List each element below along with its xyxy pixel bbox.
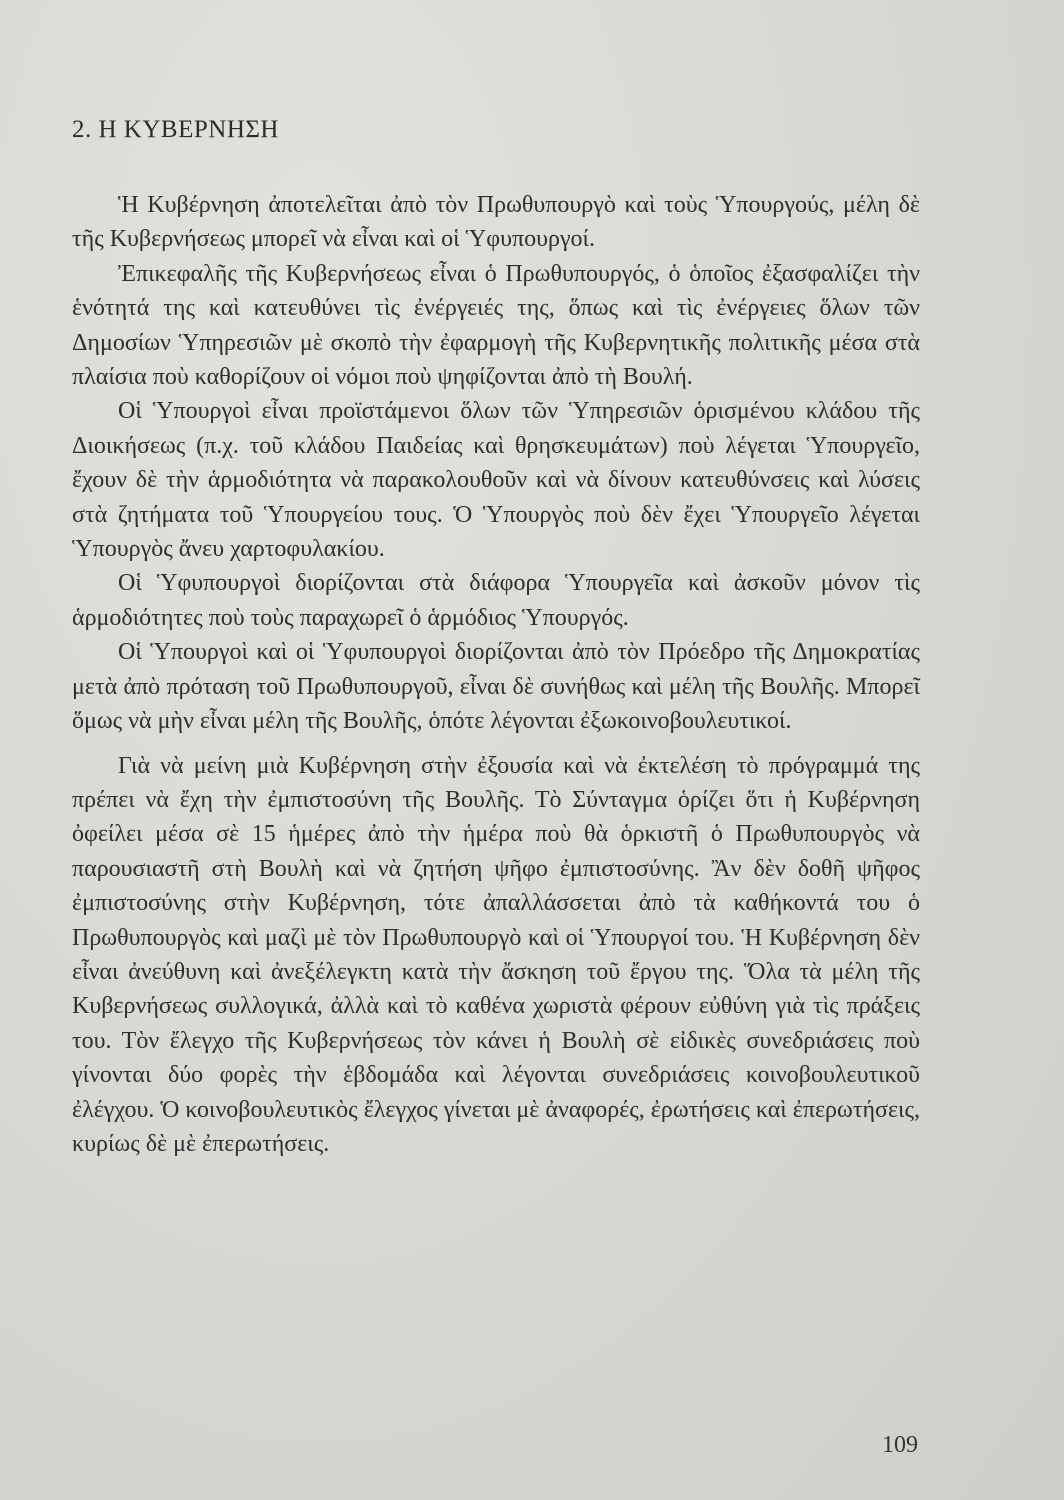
- paragraph-2: Ἐπικεφαλῆς τῆς Κυβερνήσεως εἶναι ὁ Πρωθυπουργός, ὁ ὁποῖος ἐξασφαλίζει τὴν ἑνότητά της καὶ κατευθύνει τὶς ἐνέργειές της, ὅπως καὶ τὶς ἐνέργειες ὅλων τῶν Δημοσίων Ὑπηρεσιῶν μὲ σκοπὸ τὴν ἐφαρμογὴ τῆς Κυβερνητικῆς πολιτικῆς μέσα στὰ πλαίσια ποὺ καθορίζουν οἱ νόμοι ποὺ ψηφίζονται ἀπὸ τὴ Βουλή.: [72, 260, 920, 391]
- paragraph-3: Οἱ Ὑπουργοὶ εἶναι προϊστάμενοι ὅλων τῶν Ὑπηρεσιῶν ὁρισμένου κλάδου τῆς Διοικήσεως (π.χ. τοῦ κλάδου Παιδείας καὶ θρησκευμάτων) ποὺ λέγεται Ὑπουργεῖο, ἔχουν δὲ τὴν ἁρμοδιότητα νὰ παρακολουθοῦν καὶ νὰ δίνουν κατευθύνσεις καὶ λύσεις στὰ ζητήματα τοῦ Ὑπουργείου τους. Ὁ Ὑπουργὸς ποὺ δὲν ἔχει Ὑπουργεῖο λέγεται Ὑπουργὸς ἄνευ χαρτοφυλακίου.: [72, 398, 920, 563]
- page-number: 109: [882, 1432, 918, 1458]
- paragraph-4: Οἱ Ὑφυπουργοὶ διορίζονται στὰ διάφορα Ὑπουργεῖα καὶ ἀσκοῦν μόνον τὶς ἁρμοδιότητες ποὺ τοὺς παραχωρεῖ ὁ ἁρμόδιος Ὑπουργός.: [72, 570, 920, 631]
- body-text: [72, 188, 920, 1161]
- section-heading: 2. Η ΚΥΒΕΡΝΗΣΗ: [72, 116, 279, 143]
- paragraph-1: Ἡ Κυβέρνηση ἀποτελεῖται ἀπὸ τὸν Πρωθυπουργὸ καὶ τοὺς Ὑπουργούς, μέλη δὲ τῆς Κυβερνήσεως μπορεῖ νὰ εἶναι καὶ οἱ Ὑφυπουργοί.: [72, 192, 920, 253]
- paragraph-6: Γιὰ νὰ μείνη μιὰ Κυβέρνηση στὴν ἐξουσία καὶ νὰ ἐκτελέση τὸ πρόγραμμά της πρέπει νὰ ἔχη τὴν ἐμπιστοσύνη τῆς Βουλῆς. Τὸ Σύνταγμα ὁρίζει ὅτι ἡ Κυβέρνηση ὀφείλει μέσα σὲ 15 ἡμέρες ἀπὸ τὴν ἡμέρα ποὺ θὰ ὁρκιστῆ ὁ Πρωθυπουργὸς νὰ παρουσιαστῆ στὴ Βουλὴ καὶ νὰ ζητήση ψῆφο ἐμπιστοσύνης. Ἂν δὲν δοθῆ ψῆφος ἐμπιστοσύνης στὴν Κυβέρνηση, τότε ἀπαλλάσσεται ἀπὸ τὰ καθήκοντά του ὁ Πρωθυπουργὸς καὶ μαζὶ μὲ τὸν Πρωθυπουργὸ καὶ οἱ Ὑπουργοί του. Ἡ Κυβέρνηση δὲν εἶναι ἀνεύθυνη καὶ ἀνεξέλεγκτη κατὰ τὴν ἄσκηση τοῦ ἔργου της. Ὅλα τὰ μέλη τῆς Κυβερνήσεως συλλογικά, ἀλλὰ καὶ τὸ καθένα χωριστὰ φέρουν εὐθύνη γιὰ τὶς πράξεις του. Τὸν ἔλεγχο τῆς Κυβερνήσεως τὸν κάνει ἡ Βουλὴ σὲ εἰδικὲς συνεδριάσεις ποὺ γίνονται δύο φορὲς τὴν ἑβδομάδα καὶ λέγονται συνεδριάσεις κοινοβουλευτικοῦ ἐλέγχου. Ὁ κοινοβουλευτικὸς ἔλεγχος γίνεται μὲ ἀναφορές, ἐρωτήσεις καὶ ἐπερωτήσεις, κυρίως δὲ μὲ ἐπερωτήσεις.: [72, 752, 920, 1157]
- paragraph-5: Οἱ Ὑπουργοὶ καὶ οἱ Ὑφυπουργοὶ διορίζονται ἀπὸ τὸν Πρόεδρο τῆς Δημοκρατίας μετὰ ἀπὸ πρόταση τοῦ Πρωθυπουργοῦ, εἶναι δὲ συνήθως καὶ μέλη τῆς Βουλῆς. Μπορεῖ ὅμως νὰ μὴν εἶναι μέλη τῆς Βουλῆς, ὁπότε λέγονται ἐξωκοινοβουλευτικοί.: [72, 639, 920, 735]
